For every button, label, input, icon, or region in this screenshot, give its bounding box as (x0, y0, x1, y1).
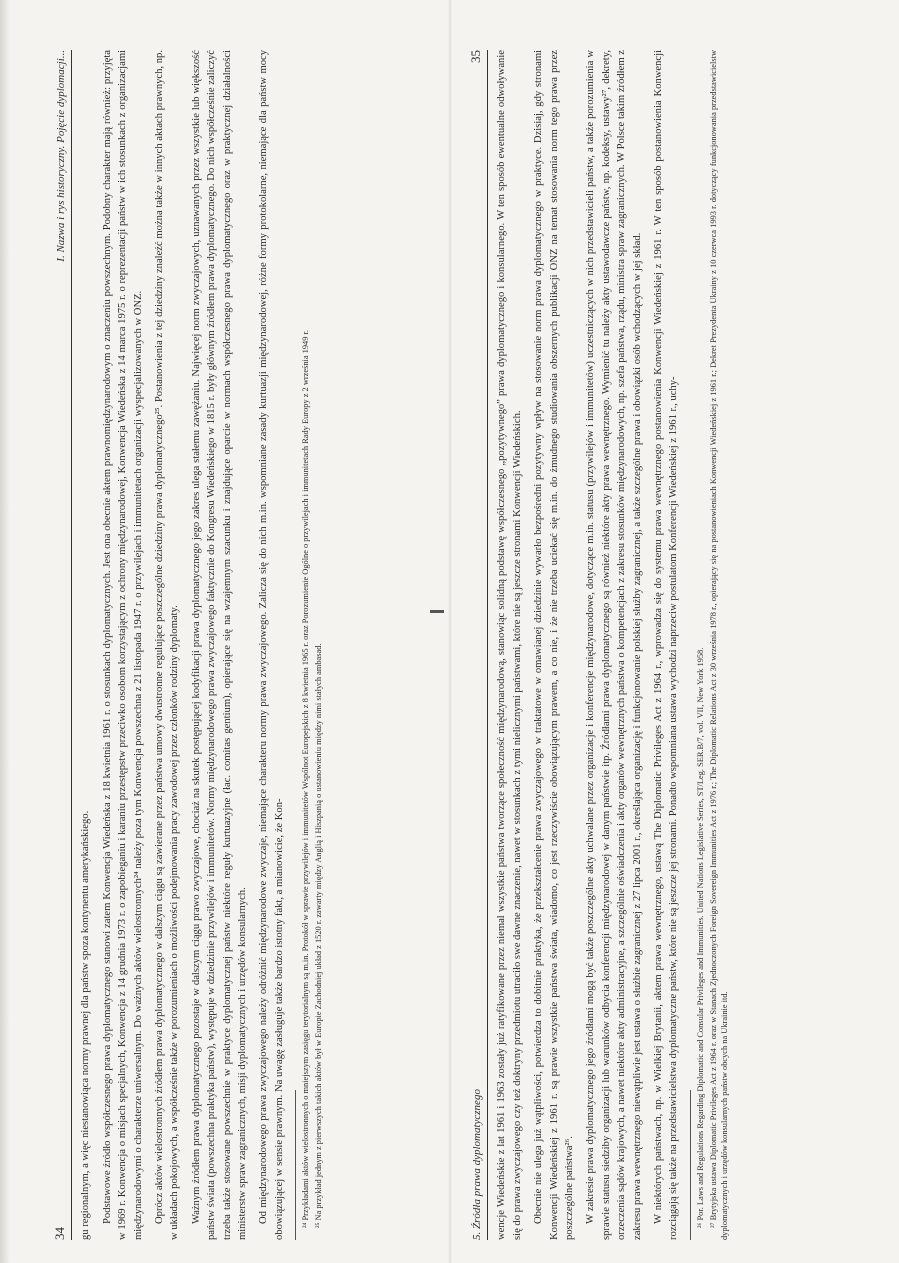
running-head: 5. Źródła prawa dyplomatycznego (471, 1089, 483, 1240)
paragraph: Od międzynarodowego prawa zwyczajowego należy odróżnić międzynarodowe zwyczaje, niemające charakteru normy prawa zwyczajowego. Zalicza się do nich m.in. wspomniane zasady kurtuazji międzynarodowej, różne formy protokolarne, niemające dla państw mocy obowiązującej w sensie prawnym. Na uwagę zasługuje także bardzo istotny fakt, a mianowicie, że Kon- (258, 50, 285, 1240)
footnote: ²⁶ Por. Laws and Regulations Regarding Diplomatic and Consular Privileges and Immunities. United Nations Legislative Series, ST/Leg. SER.B/7, vol. VII, New York 1958. (695, 647, 705, 1228)
paragraph: Ważnym źródłem prawa dyplomatycznego pozostaje w dalszym ciągu prawo zwyczajowe, chociaż na skutek postępującej kodyfikacji prawa dyplomatycznego jego zakres ulega stałemu zawężaniu. Najwięcej norm zwyczajowych, uznawanych przez wszystkie lub większość państw świata (powszechna praktyka państw), występuje w dziedzinie przywilejów i immunitetów. Normy międzynarodowego prawa zwyczajowego faktycznie do Kongresu Wiedeńskiego w 1815 r. były głównym źródłem prawa dyplomatycznego. Do nich współcześnie zaliczyć trzeba także stosowane powszechnie w praktyce dyplomatycznej państw niektóre reguły kurtuazyjne (łac. comitas gentium), opierające się na wzajemnym szacunku i znajdujące oparcie w normach współczesnego prawa dyplomatycznego oraz w praktycznej działalności ministerstw spraw zagranicznych, misji dyplomatycznych i urzędów konsularnych. (190, 50, 249, 1240)
paragraph: Oprócz aktów wielostronnych źródłem prawa dyplomatycznego w dalszym ciągu są zawierane przez państwa umowy dwustronne regulujące poszczególne dziedziny prawa dyplomatycznego²⁵. Postanowienia z tej dziedziny znaleźć można także w innych aktach prawnych, np. w układach pokojowych, a współcześnie także w porozumieniach o możliwości podejmowania pracy zawodowej przez członków rodziny dyplomaty. (154, 50, 181, 1240)
footnote-separator (690, 1090, 691, 1240)
page-number: 35 (468, 50, 483, 63)
right-page-header (468, 50, 488, 1240)
page-number: 34 (52, 1227, 67, 1240)
paragraph: W niektórych państwach, np. w Wielkiej Brytanii, aktem prawa wewnętrznego, ustawą The Diplomatic Privileges Act z 1964 r., wprowadza się do systemu prawa wewnętrznego postanowienia Konwencji Wiedeńskiej z 1961 r. W ten sposób postanowienia Konwencji rozciągają się także na przedstawicielstwa dyplomatyczne państw, które nie są jeszcze jej stronami. Ponadto wspomniana ustawa wychodzi naprzeciw postulatom Konferencji Wiedeńskiej z 1961 r., uchy- (653, 50, 680, 1240)
left-page (52, 50, 442, 1240)
paragraph: wencje Wiedeńskie z lat 1961 i 1963 zostały już ratyfikowane przez niemal wszystkie państwa tworzące społeczność międzynarodową, stanowiąc solidną podstawę współczesnego „pozytywnego” prawa dyplomatycznego i konsularnego. W ten sposób ewentualne odwoływanie się do prawa zwyczajowego czy też doktryny przedmiotu utraciło swe dawne znaczenie, nawet w stosunkach z tymi nielicznymi państwami, które nie są jeszcze stronami Konwencji Wiedeńskich. (496, 50, 523, 1240)
scan-edge-shadow (0, 0, 10, 1263)
paragraph: gu regionalnym, a więc niestanowiąca normy prawnej dla państw spoza kontynentu amerykańskiego. (80, 810, 92, 1240)
paragraph: Podstawowe źródło współczesnego prawa dyplomatycznego stanowi zatem Konwencja Wiedeńska z 18 kwietnia 1961 r. o stosunkach dyplomatycznych. Jest ona obecnie aktem prawnomiędzynarodowym o znaczeniu powszechnym. Podobny charakter mają również: przyjęta w 1969 r. Konwencja o misjach specjalnych, Konwencja z 14 grudnia 1973 r. o zapobieganiu i karaniu przestępstw przeciwko osobom korzystającym z ochrony międzynarodowej, Konwencja Wiedeńska z 14 marca 1975 r. o reprezentacji państw w ich stosunkach z organizacjami międzynarodowymi o charakterze uniwersalnym. Do ważnych aktów wielostronnych²⁴ należy poza tym Konwencja powszechna z 21 listopada 1947 r. o przywilejach i immunitetach organizacji wyspecjalizowanych w ONZ. (101, 50, 144, 1240)
footnote: ²⁴ Przykładami aktów wielostronnych o mniejszym zasięgu terytorialnym są m.in. Protokół w sprawie przywilejów i immunitetów Wspólnot Europejskich z 8 kwietnia 1965 r. oraz Porozumienie Ogólne o przywilejach i immunitetach Rady Europy z 2 września 1949 r. (301, 330, 311, 1228)
running-head: I. Nazwa i rys historyczny. Pojęcie dyplomacji... (55, 50, 67, 262)
footnote-separator (295, 1090, 296, 1240)
right-page (468, 50, 858, 1240)
paragraph: W zakresie prawa dyplomatycznego jego źródłami mogą być także poszczególne akty uchwalane przez organizacje i konferencje międzynarodowe, dotyczące m.in. statusu (przywilejów i immunitetów) uczestniczących w nich przedstawicieli państw, a także porozumienia w sprawie statusu siedziby organizacji lub warunków odbycia konferencji międzynarodowej w danym państwie itp. Źródłami prawa dyplomatycznego są również niektóre akty prawa wewnętrznego. Wymienić tu należy akty ustawodawcze państw, np. kodeksy, ustawy²⁷, dekrety, orzeczenia sądów krajowych, a nawet niektóre akty administracyjne, a szczególnie oświadczenia i akty organów wewnętrznych państwa o kompetencjach z zakresu stosunków międzynarodowych, np. szefa państwa, rządu, ministra spraw zagranicznych. W Polsce takim źródłem z zakresu prawa wewnętrznego niewątpliwie jest ustawa o służbie zagranicznej z 27 lipca 2001 r., określająca organizację i funkcjonowanie polskiej służby zagranicznej, a także szczególne prawa i obowiązki osób wchodzących w jej skład. (585, 50, 643, 1240)
footnote: ²⁷ Brytyjska ustawa Diplomatic Privileges Act z 1964 r. oraz w Stanach Zjednoczonych Foreign Sovereign Immunities Act z 1976 r.; The Diplomatic Relations Act z 30 września 1978 r., opierający się na postanowieniach Konwencji Wiedeńskiej z 1961 r.; Dekret Prezydenta Ukrainy z 10 czerwca 1993 r. dotyczący funkcjonowania przedstawicielstw dyplomatycznych i urzędów konsularnych państw obcych na Ukrainie itd. (708, 50, 729, 1240)
left-page-header (52, 50, 72, 1240)
paragraph: Obecnie nie ulega już wątpliwości, potwierdza to dobitnie praktyka, że przekształcenie prawa zwyczajowego w traktatowe w omawianej dziedzinie wywarło bezpośredni pozytywny wpływ na stosowanie norm prawa dyplomatycznego w praktyce. Dzisiaj, gdy stronami Konwencji Wiedeńskiej z 1961 r. są prawie wszystkie państwa świata, wiadomo, co jest rzeczywiście obowiązującym prawem, a co nie, i że nie trzeba uciekać się m.in. do żmudnego studiowania obszernych publikacji ONZ na temat stosowania norm tego prawa przez poszczególne państwa²⁶. (533, 50, 576, 1240)
book-gutter (448, 0, 452, 1263)
footnote: ²⁵ Na przykład jednym z pierwszych takich aktów był w Europie Zachodniej układ z 1520 r. zawarty między Anglią i Hiszpanią o ustanowieniu między nimi stałych ambasad. (314, 643, 324, 1228)
